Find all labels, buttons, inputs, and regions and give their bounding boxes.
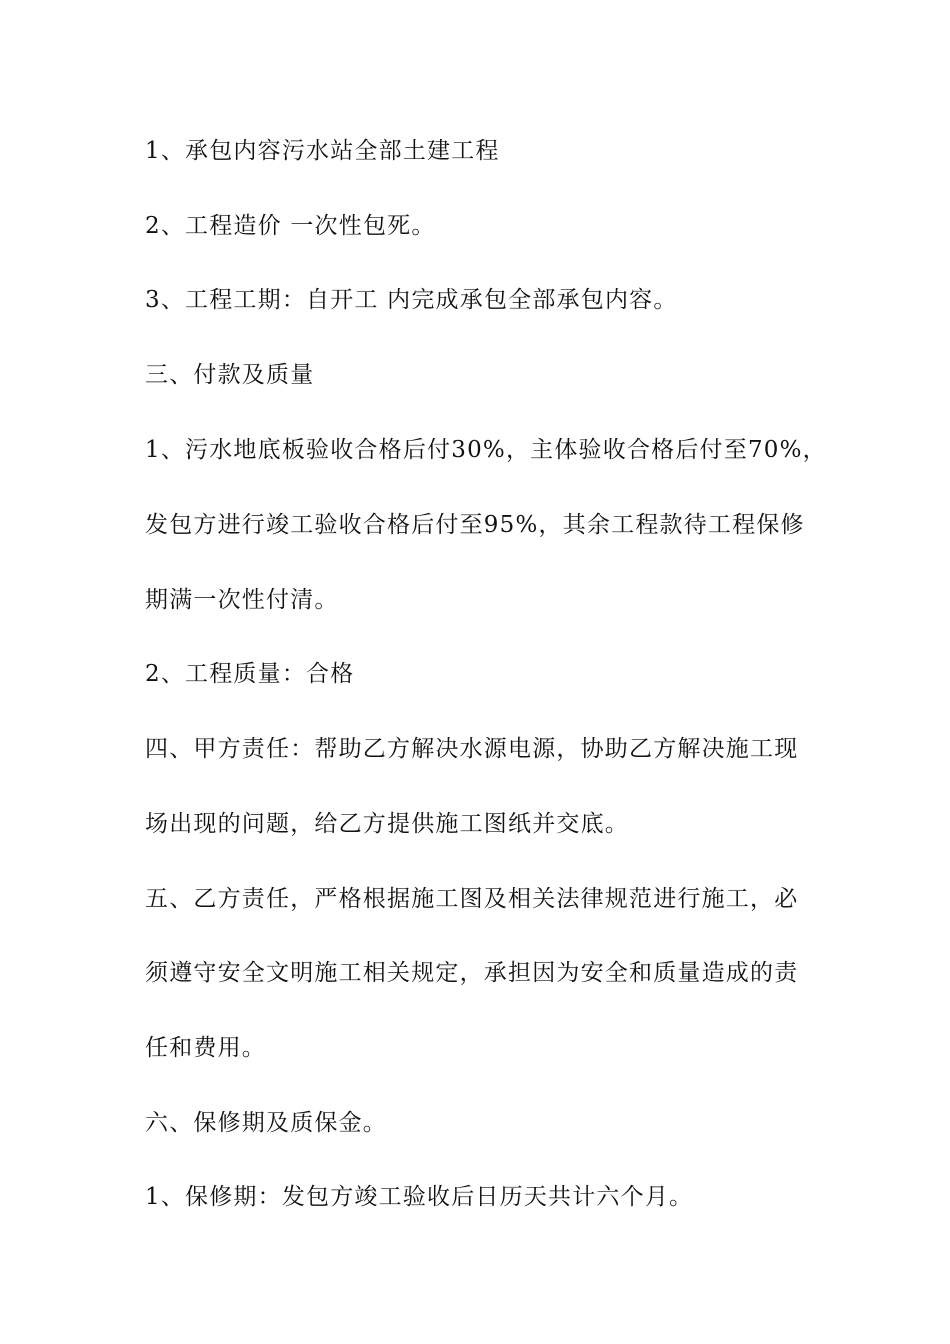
section-heading: 三、付款及质量 (145, 362, 315, 388)
text-line: 2、工程质量：合格 (145, 661, 355, 687)
text-line: 1、保修期：发包方竣工验收后日历天共计六个月。 (145, 1184, 694, 1210)
text-line: 1、污水地底板验收合格后付30%，主体验收合格后付至70%， (145, 437, 827, 463)
text-line: 发包方进行竣工验收合格后付至95%，其余工程款待工程保修 (145, 512, 805, 538)
section-heading: 六、保修期及质保金。 (145, 1110, 387, 1136)
text-line: 场出现的问题，给乙方提供施工图纸并交底。 (145, 811, 629, 837)
text-line: 2、工程造价 一次性包死。 (145, 213, 436, 239)
text-line: 1、承包内容污水站全部土建工程 (145, 138, 500, 164)
text-line: 3、工程工期：自开工 内完成承包全部承包内容。 (145, 287, 678, 313)
text-line: 须遵守安全文明施工相关规定，承担因为安全和质量造成的责 (145, 960, 799, 986)
section-heading: 四、甲方责任：帮助乙方解决水源电源，协助乙方解决施工现 (145, 736, 799, 762)
text-line: 任和费用。 (145, 1035, 266, 1061)
section-heading: 五、乙方责任，严格根据施工图及相关法律规范进行施工，必 (145, 886, 799, 912)
text-line: 期满一次性付清。 (145, 587, 339, 613)
